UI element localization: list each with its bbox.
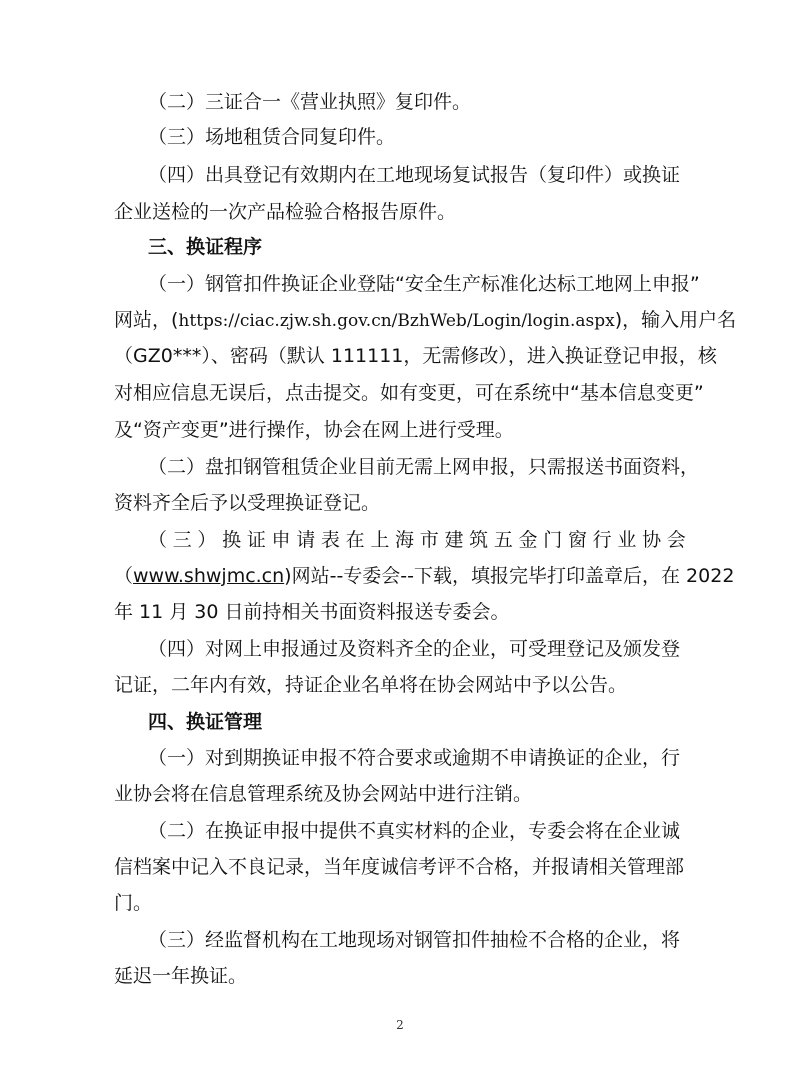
paragraph-online-login-line1: （一）钢管扣件换证企业登陆“安全生产标准化达标工地网上申报” [148,273,700,295]
justified-char: 证 [246,529,266,551]
paragraph-leasing-line2: 资料齐全后予以受理换证登记。 [114,492,381,514]
justified-char: 筑 [469,529,489,551]
justified-char: 行 [592,529,612,551]
paragraph-test-report-line2: 企业送检的一次产品检验合格报告原件。 [114,201,457,223]
justified-char: 在 [345,529,365,551]
paragraph-cancellation-line2: 业协会将在信息管理系统及协会网站中进行注销。 [114,783,533,805]
paragraph-application-form-line1 [148,528,686,552]
paragraph-registration-line1: （四）对网上申报通过及资料齐全的企业，可受理登记及颁发登 [148,638,681,660]
justified-char: 窗 [567,529,587,551]
justified-char: 换 [222,529,242,551]
justified-char: 会 [666,529,686,551]
justified-char: 请 [296,529,316,551]
text-website-prefix: 网站，( [114,309,179,331]
paragraph-online-login-line2 [114,308,736,333]
paragraph-online-login-line5: 及“资产变更”进行操作，协会在网上进行受理。 [114,419,514,441]
paragraph-application-form-line3: 年 11 月 30 日前持相关书面资料报送专委会。 [114,601,510,623]
justified-char: 三 [172,529,192,551]
justified-char: 表 [320,529,340,551]
justified-char: 海 [395,529,415,551]
paragraph-online-login-line4: 对相应信息无误后，点击提交。如有变更，可在系统中“基本信息变更” [114,382,704,404]
paragraph-online-login-line3: （GZ0***）、密码（默认 111111，无需修改），进入换证登记申报，核 [114,345,717,367]
paragraph-registration-line2: 记证，二年内有效，持证企业名单将在协会网站中予以公告。 [114,674,628,696]
text-download-instructions: )网站--专委会--下载，填报完毕打印盖章后，在 2022 [284,565,735,587]
justified-char: 业 [617,529,637,551]
paragraph-lease-contract: （三）场地租赁合同复印件。 [148,126,396,148]
justified-char: ） [197,529,217,551]
justified-char: 上 [370,529,390,551]
text-paren-open: （ [114,565,134,587]
paragraph-inspection-line1: （三）经监督机构在工地现场对钢管扣件抽检不合格的企业，将 [148,929,681,951]
justified-char: 门 [543,529,563,551]
section-heading-procedure: 三、换证程序 [148,236,263,258]
paragraph-inspection-line2: 延迟一年换证。 [114,965,248,987]
paragraph-false-material-line2: 信档案中记入不良记录，当年度诚信考评不合格，并报请相关管理部 [114,856,685,878]
paragraph-test-report-line1: （四）出具登记有效期内在工地现场复试报告（复印件）或换证 [148,164,681,186]
link-ciac-url[interactable]: https://ciac.zjw.sh.gov.cn/BzhWeb/Login/login.aspx [178,311,615,331]
justified-char: 申 [271,529,291,551]
link-shwjmc-url[interactable]: www.shwjmc.cn [133,565,285,587]
section-heading-management: 四、换证管理 [148,711,263,733]
paragraph-application-form-line2 [114,564,734,588]
paragraph-false-material-line3: 门。 [114,892,153,914]
text-website-suffix: )，输入用户名 [614,309,737,331]
justified-char: 建 [444,529,464,551]
paragraph-false-material-line1: （二）在换证申报中提供不真实材料的企业，专委会将在企业诚 [148,820,681,842]
paragraph-leasing-line1: （二）盘扣钢管租赁企业目前无需上网申报，只需报送书面资料， [148,456,700,478]
paragraph-cancellation-line1: （一）对到期换证申报不符合要求或逾期不申请换证的企业，行 [148,747,681,769]
page-number: 2 [396,1018,404,1032]
justified-char: 五 [493,529,513,551]
justified-char: 协 [642,529,662,551]
paragraph-business-license: （二）三证合一《营业执照》复印件。 [148,91,472,113]
justified-char: （ [148,529,168,551]
justified-char: 市 [419,529,439,551]
justified-char: 金 [518,529,538,551]
